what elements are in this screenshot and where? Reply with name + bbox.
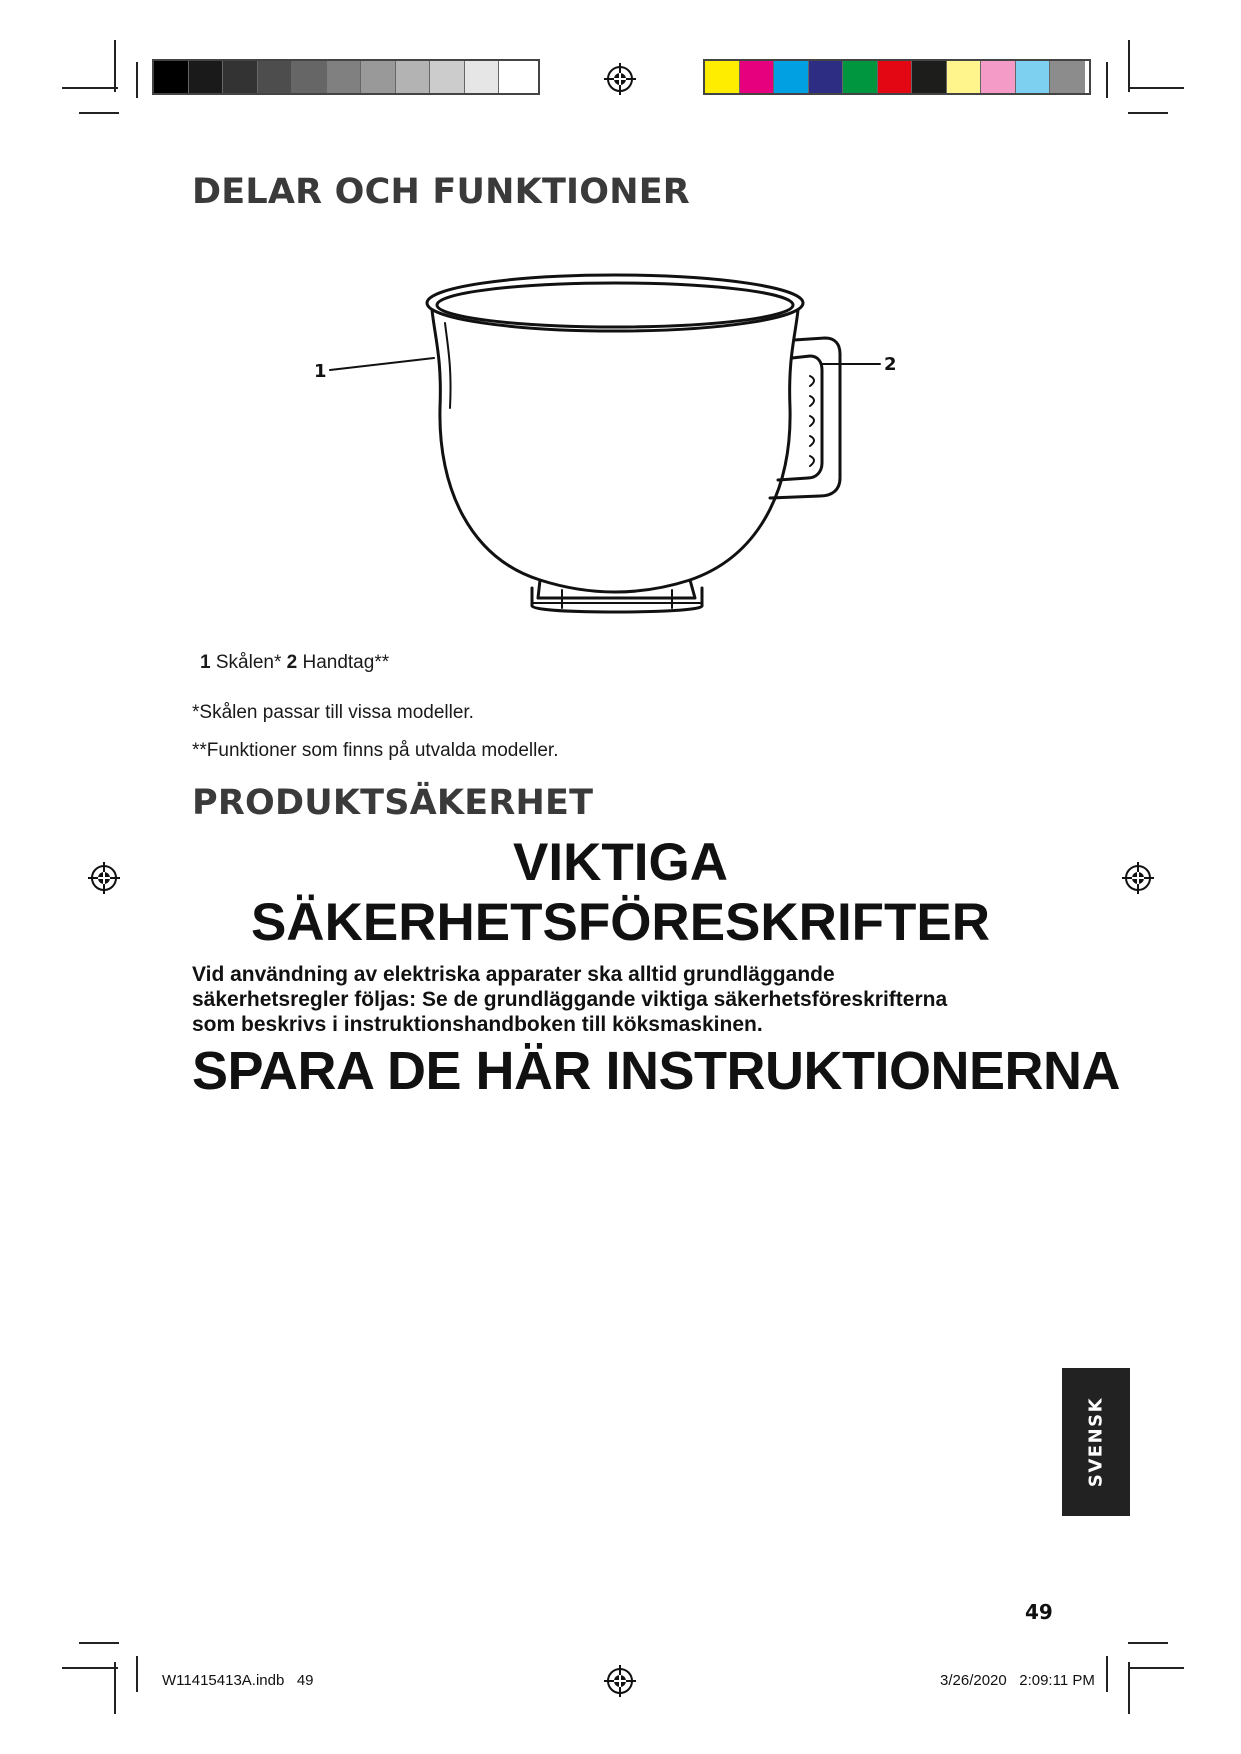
color-swatch (396, 61, 431, 93)
color-swatch (1016, 61, 1051, 93)
color-swatch (154, 61, 189, 93)
safety-intro-line: som beskrivs i instruktionshandboken till köksmaskinen. (192, 1013, 763, 1036)
parts-legend (200, 652, 389, 674)
grayscale-color-bar (152, 59, 540, 95)
color-swatch (327, 61, 362, 93)
legend-item-2-number: 2 (286, 652, 298, 673)
important-safeguards-title-line1: VIKTIGA (513, 833, 728, 892)
color-swatch (430, 61, 465, 93)
color-swatch (947, 61, 982, 93)
important-safeguards-title-line2: SÄKERHETSFÖRESKRIFTER (250, 893, 991, 952)
color-swatch (912, 61, 947, 93)
slug-file-name: W11415413A.indb 49 (162, 1672, 314, 1689)
color-swatch (809, 61, 844, 93)
color-swatch (981, 61, 1016, 93)
language-tab (1062, 1368, 1130, 1516)
parts-heading: DELAR OCH FUNKTIONER (192, 172, 690, 212)
safety-intro-paragraph (192, 962, 1072, 1037)
slug-date-time: 3/26/2020 2:09:11 PM (940, 1672, 1095, 1689)
color-swatch (292, 61, 327, 93)
language-tab-label: SVENSK (1085, 1396, 1107, 1488)
color-swatch (465, 61, 500, 93)
footnote-features: **Funktioner som finns på utvalda modeller. (192, 740, 559, 761)
mixing-bowl-illustration (300, 258, 940, 628)
page-number: 49 (1025, 1600, 1053, 1624)
save-instructions-title: SPARA DE HÄR INSTRUKTIONERNA (192, 1041, 1121, 1101)
color-swatch (705, 61, 740, 93)
color-swatch (740, 61, 775, 93)
legend-item-1-text: Skålen* (210, 652, 287, 673)
safety-heading: PRODUKTSÄKERHET (192, 783, 594, 823)
safety-intro-line: Vid användning av elektriska apparater ska alltid grundläggande (192, 963, 835, 986)
color-swatch (258, 61, 293, 93)
registration-mark-icon (604, 63, 636, 95)
color-swatch (361, 61, 396, 93)
legend-item-1-number: 1 (200, 652, 211, 673)
process-color-bar (703, 59, 1091, 95)
callout-label-2: 2 (884, 354, 897, 375)
color-swatch (189, 61, 224, 93)
color-swatch (223, 61, 258, 93)
legend-item-2-text: Handtag** (297, 652, 390, 673)
color-swatch (843, 61, 878, 93)
color-swatch (499, 61, 534, 93)
color-swatch (878, 61, 913, 93)
color-swatch (1050, 61, 1085, 93)
safety-intro-line: säkerhetsregler följas: Se de grundläggande viktiga säkerhetsföreskrifterna (192, 988, 948, 1011)
footnote-bowl: *Skålen passar till vissa modeller. (192, 702, 474, 723)
callout-label-1: 1 (314, 361, 327, 382)
color-swatch (774, 61, 809, 93)
registration-mark-icon (604, 1665, 636, 1697)
